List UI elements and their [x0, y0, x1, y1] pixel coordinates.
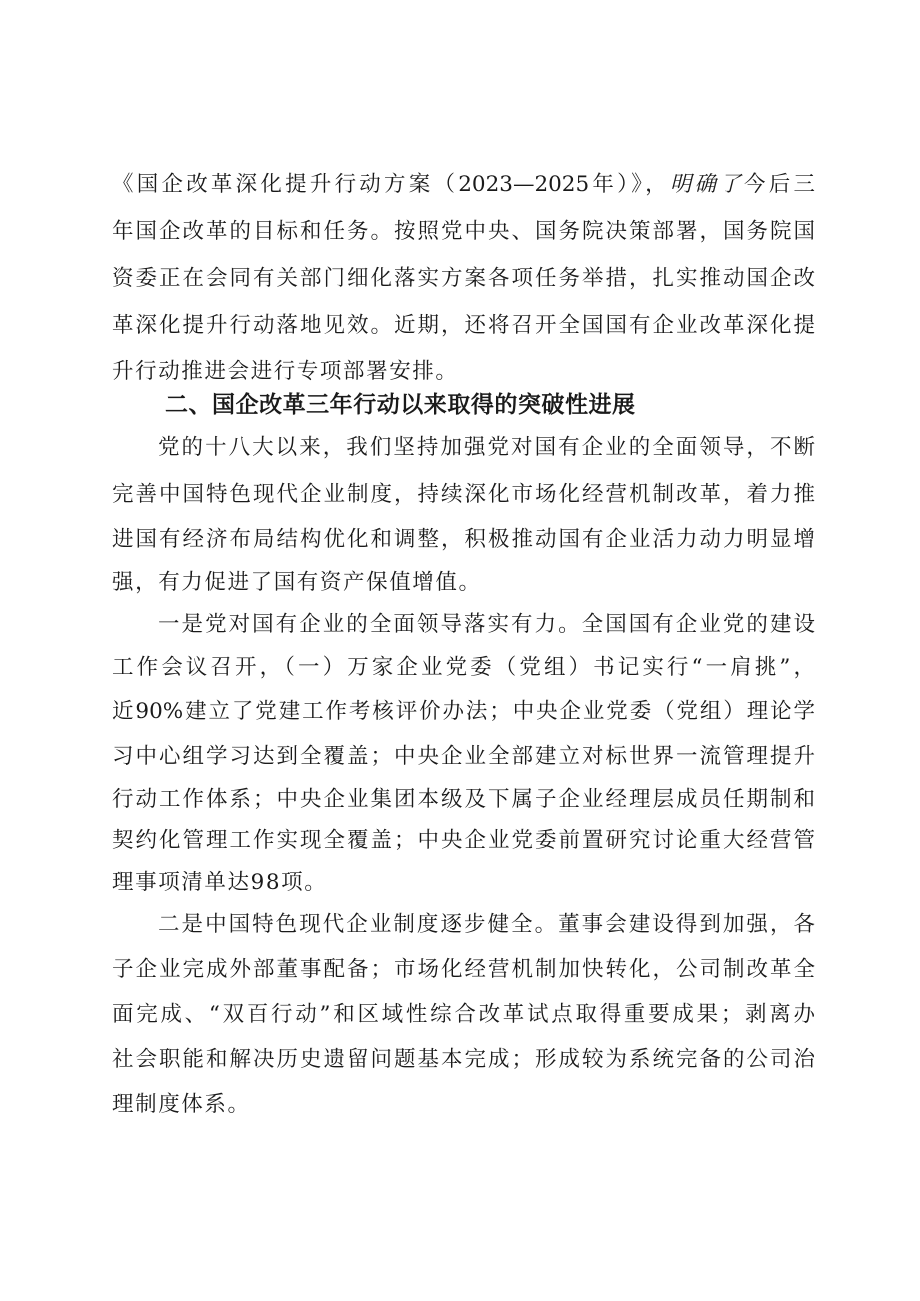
- body-line: 社会职能和解决历史遗留问题基本完成；形成较为系统完备的公司治: [112, 1047, 815, 1072]
- body-line: 革深化提升行动落地见效。近期，还将召开全国国有企业改革深化提: [112, 313, 815, 338]
- body-line: 子企业完成外部董事配备；市场化经营机制加快转化，公司制改革全: [112, 957, 815, 982]
- body-line: 二是中国特色现代企业制度逐步健全。董事会建设得到加强，各: [158, 912, 815, 937]
- body-line: 理制度体系。: [112, 1092, 251, 1117]
- body-line: 面完成、“双百行动”和区域性综合改革试点取得重要成果；剥离办: [112, 1002, 815, 1027]
- body-line: 完善中国特色现代企业制度，持续深化市场化经营机制改革，着力推: [112, 482, 815, 507]
- body-line: 升行动推进会进行专项部署安排。: [112, 359, 459, 384]
- body-line: 进国有经济布局结构优化和调整，积极推动国有企业活力动力明显增: [112, 527, 815, 552]
- body-line: 工作会议召开，（一）万家企业党委（党组）书记实行“一肩挑”，: [112, 655, 815, 680]
- line-text: 今后三: [744, 172, 815, 197]
- italic-text: 明确了: [669, 172, 745, 197]
- body-line: 党的十八大以来，我们坚持加强党对国有企业的全面领导，不断: [158, 435, 815, 460]
- body-line: 资委正在会同有关部门细化落实方案各项任务举措，扎实推动国企改: [112, 266, 815, 291]
- body-line: 一是党对国有企业的全面领导落实有力。全国国有企业党的建设: [158, 612, 815, 637]
- body-line: 契约化管理工作实现全覆盖；中央企业党委前置研究讨论重大经营管: [112, 828, 815, 853]
- body-line: [112, 170, 815, 202]
- body-line: 行动工作体系；中央企业集团本级及下属子企业经理层成员任期制和: [112, 787, 815, 812]
- body-line: 强，有力促进了国有资产保值增值。: [112, 570, 482, 595]
- section-heading: 二、国企改革三年行动以来取得的突破性进展: [165, 392, 635, 418]
- body-line: 理事项清单达98项。: [112, 870, 328, 895]
- body-line: 近90%建立了党建工作考核评价办法；中央企业党委（党组）理论学: [112, 699, 815, 724]
- line-text: 《国企改革深化提升行动方案（2023—2025年）》，: [112, 172, 670, 197]
- body-line: 习中心组学习达到全覆盖；中央企业全部建立对标世界一流管理提升: [112, 744, 815, 769]
- body-line: 年国企改革的目标和任务。按照党中央、国务院决策部署，国务院国: [112, 219, 815, 244]
